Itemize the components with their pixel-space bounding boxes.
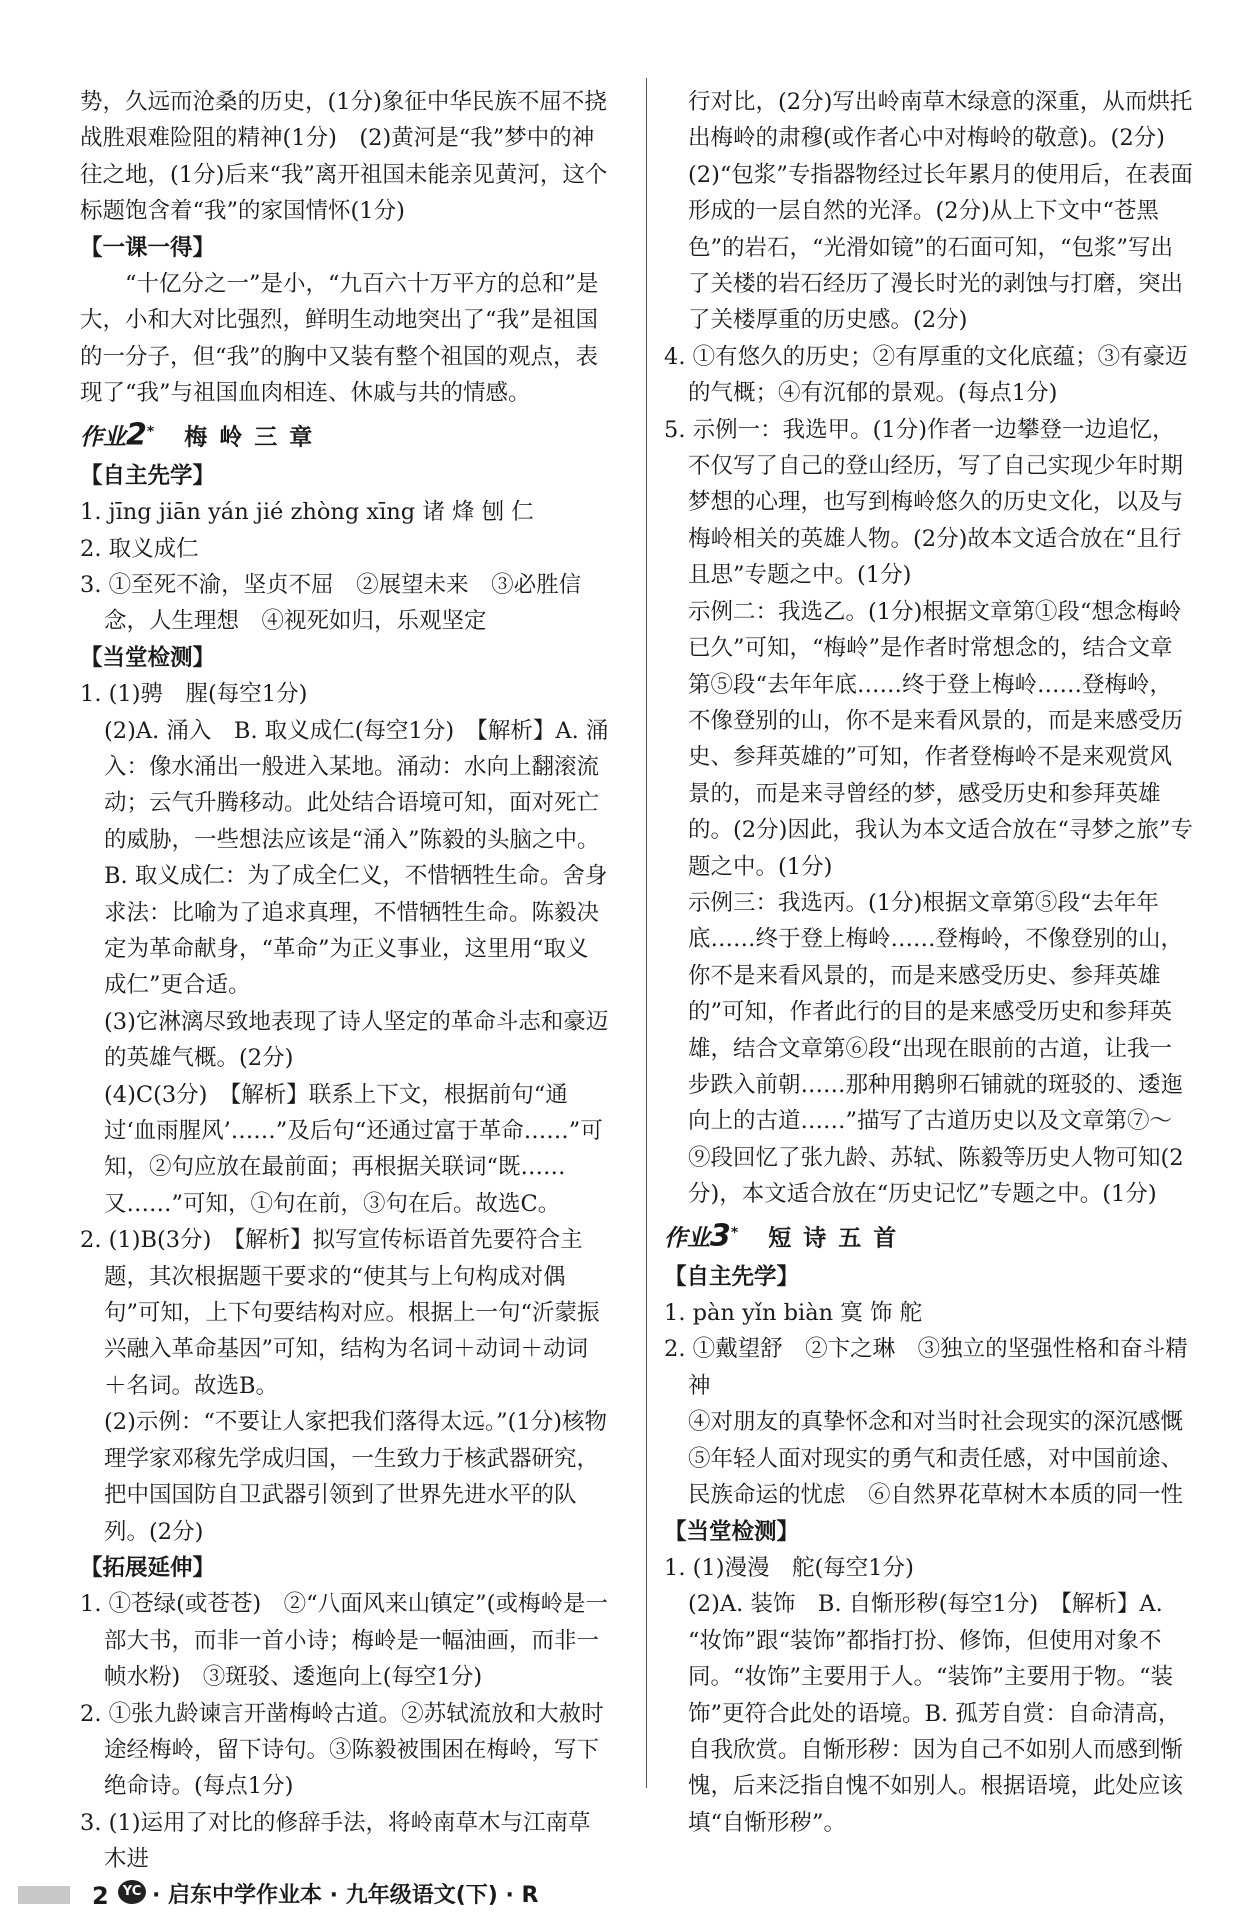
paragraph: ⑤年轻人面对现实的勇气和责任感，对中国前途、民族命运的忧虑 ⑥自然界花草树木本质的同一性 [688,1445,1184,1509]
paragraph: 1. pàn yǐn biàn 寞 饰 舵 [664,1300,923,1327]
paragraph: (2)示例：“不要让人家把我们落得太远。”(1分)核物理学家邓稼先学成归国，一生致力于核武器研究，把中国国防自卫武器引领到了世界先进水平的队列。(2分) [104,1409,607,1545]
right-column [664,84,1194,1841]
paragraph: 2. ①张九龄谏言开凿梅岭古道。②苏轼流放和大赦时途经梅岭，留下诗句。③陈毅被围困在梅岭，写下绝命诗。(每点1分) [80,1700,604,1800]
paragraph: 2. ①戴望舒 ②卞之琳 ③独立的坚强性格和奋斗精神 [664,1336,1188,1399]
section-title-2 [80,414,610,456]
paragraph: 4. ①有悠久的历史；②有厚重的文化底蕴；③有豪迈的气概；④有沉郁的景观。(每点1分) [664,343,1188,407]
paragraph: 1. ①苍绿(或苍苍) ②“八面风来山镇定”(或梅岭是一部大书，而非一首小诗；梅岭是一幅油画，而非一帧水粉) ③斑驳、逶迤向上(每空1分) [80,1591,608,1691]
paragraph: (4)C(3分) 【解析】联系上下文，根据前句“通过‘血雨腥风’……”及后句“还通过富于革命……”可知，②句应放在最前面；再根据关联词“既……又……”可知，①句在前，③句在后。故选C。 [104,1081,603,1217]
yc-logo-icon: YC [118,1880,146,1904]
title-name: 梅岭三章 [184,424,325,451]
section-heading: 【自主先学】 [80,462,216,489]
section-heading: 【自主先学】 [664,1263,800,1290]
title-number: 2 [126,417,147,453]
book-title: · 启东中学作业本 · 九年级语文(下) · R [152,1883,539,1908]
title-number: 3 [710,1218,731,1254]
left-block-2 [80,458,610,1878]
title-name: 短诗五首 [768,1225,909,1252]
title-label: 作业 [664,1225,710,1252]
paragraph: 1. (1)漫漫 舵(每空1分) [664,1554,914,1581]
left-block-1 [80,84,610,412]
paragraph: “十亿分之一”是小，“九百六十万平方的总和”是大，小和大对比强烈，鲜明生动地突出了“我”是祖国的一分子，但“我”的胸中又装有整个祖国的观点，表现了“我”与祖国血肉相连、休戚与共的情感。 [80,271,599,407]
paragraph: 1. (1)骋 腥(每空1分) [80,681,308,708]
right-block-1 [664,84,1194,1213]
paragraph: 势，久远而沧桑的历史，(1分)象征中华民族不屈不挠战胜艰难险阻的精神(1分) (2)黄河是“我”梦中的神往之地，(1分)后来“我”离开祖国未能亲见黄河，这个标题饱含着“我”的家国情怀(1分) [80,89,608,225]
paragraph: 5. 示例一：我选甲。(1分)作者一边攀登一边追忆，不仅写了自己的登山经历，写了自己实现少年时期梦想的心理，也写到梅岭悠久的历史文化，以及与梅岭相关的英雄人物。(2分)故本文适合放在“且行且思”专题之中。(1分) [664,416,1184,589]
left-column [80,84,610,1878]
paragraph: 2. 取义成仁 [80,535,199,562]
section-heading: 【拓展延伸】 [80,1554,216,1581]
section-heading: 【当堂检测】 [80,644,216,671]
section-heading: 【当堂检测】 [664,1518,800,1545]
paragraph: 2. (1)B(3分) 【解析】拟写宣传标语首先要符合主题，其次根据题干要求的“使其与上句构成对偶句”可知，上下句要结构对应。根据上一句“沂蒙振兴融入革命基因”可知，结构为名词＋动词＋动词＋名词。故选B。 [80,1227,600,1399]
title-star: * [146,423,155,440]
paragraph: (3)它淋漓尽致地表现了诗人坚定的革命斗志和豪迈的英雄气概。(2分) [104,1008,609,1072]
paragraph: 3. ①至死不渝，坚贞不屈 ②展望未来 ③必胜信念，人生理想 ④视死如归，乐观坚定 [80,571,582,635]
title-label: 作业 [80,424,126,451]
paragraph: 示例二：我选乙。(1分)根据文章第①段“想念梅岭已久”可知，“梅岭”是作者时常想念的，结合文章第⑤段“去年年底……终于登上梅岭……登梅岭，不像登别的山，你不是来看风景的，而是来感受历史、参拜英雄的”可知，作者登梅岭不是来观赏风景的，而是来寻曾经的梦，感受历史和参拜英雄的。(2分)因此，我认为本文适合放在“寻梦之旅”专题之中。(1分) [688,598,1193,880]
paragraph: ④对朋友的真挚怀念和对当时社会现实的深沉感慨 [688,1409,1184,1436]
column-divider [646,78,647,1788]
paragraph: 3. (1)运用了对比的修辞手法，将岭南草木与江南草木进 [80,1809,591,1873]
title-star: * [730,1224,739,1241]
section-title-3 [664,1215,1194,1257]
page-number: 2 [92,1882,109,1910]
footer-bar [18,1886,70,1904]
paragraph: (2)“包浆”专指器物经过长年累月的使用后，在表面形成的一层自然的光泽。(2分)从上下文中“苍黑色”的岩石，“光滑如镜”的石面可知，“包浆”写出了关楼的岩石经历了漫长时光的剥蚀与打磨，突出了关楼厚重的历史感。(2分) [688,161,1193,334]
paragraph: (2)A. 装饰 B. 自惭形秽(每空1分) 【解析】A. “妆饰”跟“装饰”都指打扮、修饰，但使用对象不同。“妆饰”主要用于人。“装饰”主要用于物。“装饰”更符合此处的语境。B. 孤芳自赏：自命清高，自我欣赏。自惭形秽：因为自己不如别人而感到惭愧，后来泛指自愧不如别人。根据语境，此处应该填“自惭形秽”。 [688,1591,1184,1836]
paragraph: 1. jīng jiān yán jié zhòng xīng 诸 烽 刨 仁 [80,499,534,526]
paragraph: 行对比，(2分)写出岭南草木绿意的深重，从而烘托出梅岭的肃穆(或作者心中对梅岭的敬意)。(2分) [688,89,1193,152]
right-block-2 [664,1259,1194,1842]
section-heading: 【一课一得】 [80,234,216,261]
page-footer [0,1880,600,1910]
paragraph: 示例三：我选丙。(1分)根据文章第⑤段“去年年底……终于登上梅岭……登梅岭，不像登别的山，你不是来看风景的，而是来感受历史、参拜英雄的”可知，作者此行的目的是来感受历史和参拜英雄，结合文章第⑥段“出现在眼前的古道，让我一步跌入前朝……那种用鹅卵石铺就的斑驳的、逶迤向上的古道……”描写了古道历史以及文章第⑦～⑨段回忆了张九龄、苏轼、陈毅等历史人物可知(2分)，本文适合放在“历史记忆”专题之中。(1分) [688,889,1184,1208]
paragraph: (2)A. 涌入 B. 取义成仁(每空1分) 【解析】A. 涌入：像水涌出一般进入某地。涌动：水向上翻滚流动；云气升腾移动。此处结合语境可知，面对死亡的威胁，一些想法应该是“涌入”陈毅的头脑之中。B. 取义成仁：为了成全仁义，不惜牺牲生命。舍身求法：比喻为了追求真理，不惜牺牲生命。陈毅决定为革命献身，“革命”为正义事业，这里用“取义成仁”更合适。 [104,717,609,999]
